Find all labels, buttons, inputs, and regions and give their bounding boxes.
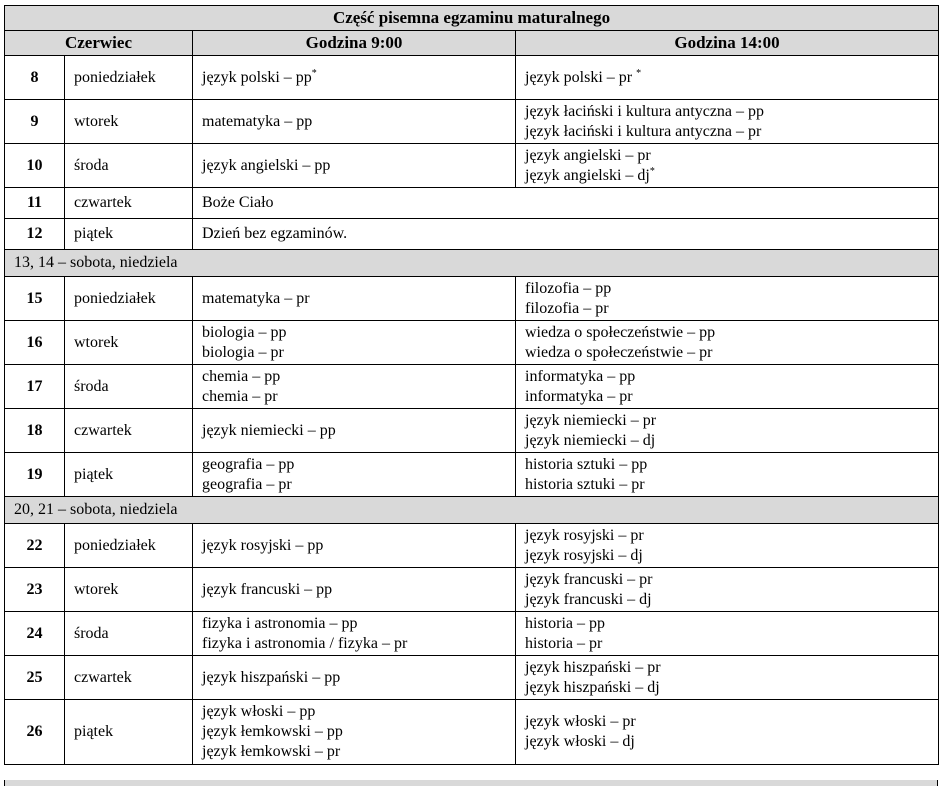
day-number: 16 <box>5 321 65 365</box>
table-row <box>5 144 939 188</box>
exam-name: język francuski – pp <box>202 580 333 598</box>
day-number: 25 <box>5 656 65 700</box>
exam-name: język łemkowski – pr <box>202 743 341 760</box>
exam-entry <box>525 732 938 752</box>
exam-name: język angielski – pr <box>525 146 651 164</box>
table-row <box>5 188 939 219</box>
table-row <box>5 656 939 700</box>
exam-name: wiedza o społeczeństwie – pp <box>525 323 716 341</box>
exam-entry <box>525 614 938 634</box>
exam-name: historia sztuki – pr <box>525 475 645 493</box>
day-number: 22 <box>5 524 65 568</box>
day-number: 19 <box>5 453 65 497</box>
exam-name: język angielski – dj <box>525 166 650 184</box>
exam-entry <box>202 156 515 176</box>
day-number: 15 <box>5 277 65 321</box>
weekend-label: 13, 14 – sobota, niedziela <box>5 250 939 277</box>
exam-entry <box>525 658 938 678</box>
weekday-name: czwartek <box>65 656 193 700</box>
weekend-separator-row <box>5 250 939 277</box>
exam-name: język niemiecki – pp <box>202 421 336 439</box>
exam-name: język niemiecki – pr <box>525 411 657 429</box>
day-number: 10 <box>5 144 65 188</box>
exam-entry <box>202 387 515 407</box>
exam-entry <box>202 614 515 634</box>
exam-entry <box>525 411 938 431</box>
weekday-name: wtorek <box>65 568 193 612</box>
exam-name: język rosyjski – pp <box>202 536 324 554</box>
weekday-name: poniedziałek <box>65 524 193 568</box>
exam-name: język włoski – pr <box>525 713 636 730</box>
exam-entry <box>202 580 515 600</box>
exam-name: język łaciński i kultura antyczna – pr <box>525 122 762 140</box>
exam-name: filozofia – pr <box>525 299 609 317</box>
exam-name: język hiszpański – dj <box>525 678 660 696</box>
exam-entry <box>202 668 515 688</box>
exam-entry <box>525 367 938 387</box>
afternoon-exams-cell <box>516 700 939 765</box>
afternoon-exams-cell <box>516 100 939 144</box>
weekday-name: czwartek <box>65 188 193 219</box>
exam-name: język polski – pp <box>202 68 312 86</box>
exam-entry <box>525 122 938 142</box>
exam-name: fizyka i astronomia / fizyka – pr <box>202 634 408 652</box>
exam-entry <box>202 367 515 387</box>
morning-exams-cell <box>193 100 516 144</box>
exam-name: język łaciński i kultura antyczna – pp <box>525 102 765 120</box>
footnote-marker: * <box>311 67 317 79</box>
exam-entry <box>525 102 938 122</box>
exam-entry <box>525 475 938 495</box>
afternoon-exams-cell <box>516 144 939 188</box>
table-row <box>5 321 939 365</box>
weekday-name: poniedziałek <box>65 56 193 100</box>
weekday-name: środa <box>65 365 193 409</box>
exam-entry <box>525 323 938 343</box>
morning-exams-cell <box>193 656 516 700</box>
day-number: 24 <box>5 612 65 656</box>
exam-name: chemia – pr <box>202 387 278 405</box>
exam-entry <box>525 68 938 88</box>
exam-entry <box>525 678 938 698</box>
weekday-name: środa <box>65 612 193 656</box>
morning-exams-cell <box>193 700 516 765</box>
table-title: Część pisemna egzaminu maturalnego <box>5 6 939 31</box>
exam-schedule-table <box>4 5 939 765</box>
morning-exams-cell <box>193 409 516 453</box>
afternoon-exams-cell <box>516 56 939 100</box>
exam-entry <box>202 702 515 722</box>
exam-name: geografia – pr <box>202 475 292 493</box>
table-row <box>5 700 939 765</box>
exam-entry <box>202 455 515 475</box>
morning-exams-cell <box>193 321 516 365</box>
exam-name: matematyka – pr <box>202 289 310 307</box>
afternoon-exams-cell <box>516 612 939 656</box>
table-row <box>5 56 939 100</box>
exam-name: język hiszpański – pp <box>202 668 341 686</box>
exam-entry <box>202 722 515 742</box>
exam-entry <box>525 634 938 654</box>
exam-entry <box>525 387 938 407</box>
exam-name: biologia – pr <box>202 343 284 361</box>
morning-exams-cell <box>193 144 516 188</box>
afternoon-session-header: Godzina 14:00 <box>516 31 939 56</box>
exam-entry <box>202 68 515 88</box>
weekday-name: środa <box>65 144 193 188</box>
exam-name: język francuski – dj <box>525 590 652 608</box>
morning-exams-cell <box>193 453 516 497</box>
exam-entry <box>202 289 515 309</box>
exam-name: fizyka i astronomia – pp <box>202 614 358 632</box>
weekday-name: wtorek <box>65 321 193 365</box>
footnote-marker: * <box>649 165 655 177</box>
table-row <box>5 100 939 144</box>
afternoon-exams-cell <box>516 277 939 321</box>
exam-entry <box>525 712 938 732</box>
table-row <box>5 409 939 453</box>
day-number: 23 <box>5 568 65 612</box>
morning-exams-cell <box>193 568 516 612</box>
exam-entry <box>525 570 938 590</box>
exam-entry <box>525 546 938 566</box>
exam-name: język hiszpański – pr <box>525 658 661 676</box>
afternoon-exams-cell <box>516 409 939 453</box>
morning-session-header: Godzina 9:00 <box>193 31 516 56</box>
table-row <box>5 365 939 409</box>
exam-entry <box>525 279 938 299</box>
day-note: Boże Ciało <box>193 188 939 219</box>
morning-exams-cell <box>193 612 516 656</box>
morning-exams-cell <box>193 277 516 321</box>
exam-name: informatyka – pr <box>525 387 633 405</box>
exam-name: język angielski – pp <box>202 156 331 174</box>
day-number: 26 <box>5 700 65 765</box>
exam-entry <box>525 166 938 186</box>
exam-name: geografia – pp <box>202 455 295 473</box>
exam-entry <box>525 455 938 475</box>
exam-entry <box>525 431 938 451</box>
exam-entry <box>525 526 938 546</box>
day-number: 9 <box>5 100 65 144</box>
afternoon-exams-cell <box>516 453 939 497</box>
weekday-name: wtorek <box>65 100 193 144</box>
exam-name: matematyka – pp <box>202 112 313 130</box>
afternoon-exams-cell <box>516 656 939 700</box>
exam-name: język niemiecki – dj <box>525 431 656 449</box>
afternoon-exams-cell <box>516 524 939 568</box>
exam-name: język łemkowski – pp <box>202 723 343 740</box>
table-row <box>5 568 939 612</box>
afternoon-exams-cell <box>516 365 939 409</box>
afternoon-exams-cell <box>516 321 939 365</box>
table-row <box>5 277 939 321</box>
exam-name: historia – pp <box>525 614 605 632</box>
exam-name: historia sztuki – pp <box>525 455 648 473</box>
exam-entry <box>202 742 515 762</box>
schedule-body <box>5 56 939 765</box>
day-note: Dzień bez egzaminów. <box>193 219 939 250</box>
morning-exams-cell <box>193 365 516 409</box>
exam-entry <box>525 590 938 610</box>
weekday-name: poniedziałek <box>65 277 193 321</box>
weekday-name: piątek <box>65 453 193 497</box>
exam-name: filozofia – pp <box>525 279 612 297</box>
table-row <box>5 453 939 497</box>
exam-name: biologia – pp <box>202 323 287 341</box>
table-row <box>5 612 939 656</box>
weekday-name: piątek <box>65 700 193 765</box>
morning-exams-cell <box>193 524 516 568</box>
exam-entry <box>202 475 515 495</box>
afternoon-exams-cell <box>516 568 939 612</box>
exam-entry <box>525 299 938 319</box>
day-number: 11 <box>5 188 65 219</box>
exam-entry <box>525 343 938 363</box>
table-row <box>5 219 939 250</box>
exam-name: historia – pr <box>525 634 603 652</box>
footnote-marker: * <box>636 67 642 79</box>
exam-entry <box>202 421 515 441</box>
table-row <box>5 524 939 568</box>
morning-exams-cell <box>193 56 516 100</box>
exam-name: język włoski – dj <box>525 733 635 750</box>
month-header: Czerwiec <box>5 31 193 56</box>
exam-name: wiedza o społeczeństwie – pr <box>525 343 713 361</box>
day-number: 12 <box>5 219 65 250</box>
exam-entry <box>202 634 515 654</box>
weekend-label: 20, 21 – sobota, niedziela <box>5 497 939 524</box>
exam-name: język rosyjski – dj <box>525 546 643 564</box>
exam-name: informatyka – pp <box>525 367 636 385</box>
exam-name: język włoski – pp <box>202 703 316 720</box>
exam-name: język francuski – pr <box>525 570 653 588</box>
exam-name: chemia – pp <box>202 367 281 385</box>
exam-entry <box>202 343 515 363</box>
exam-name: język rosyjski – pr <box>525 526 644 544</box>
exam-entry <box>202 323 515 343</box>
exam-entry <box>525 146 938 166</box>
day-number: 17 <box>5 365 65 409</box>
day-number: 8 <box>5 56 65 100</box>
exam-name: język polski – pr <box>525 68 637 86</box>
weekend-separator-row <box>5 497 939 524</box>
weekday-name: czwartek <box>65 409 193 453</box>
exam-entry <box>202 112 515 132</box>
table-bottom-strip <box>4 780 938 786</box>
weekday-name: piątek <box>65 219 193 250</box>
exam-entry <box>202 536 515 556</box>
day-number: 18 <box>5 409 65 453</box>
